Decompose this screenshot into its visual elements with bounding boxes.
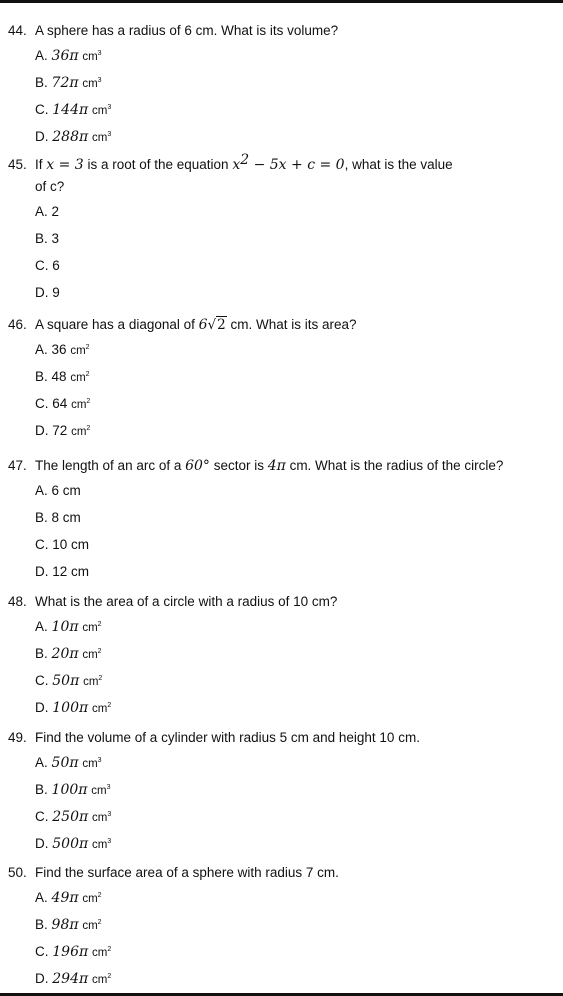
question-48 xyxy=(8,591,560,721)
option-coefficient: 294 xyxy=(52,971,79,987)
question-44 xyxy=(8,20,560,150)
option-coefficient: 288 xyxy=(52,129,79,145)
option-letter: A. xyxy=(35,204,48,219)
stem-text: cm. What is its area? xyxy=(226,317,357,332)
option-coefficient: 250 xyxy=(52,809,79,825)
option-unit: cm xyxy=(91,105,108,117)
question-number: 49. xyxy=(8,730,27,745)
option-exponent: 2 xyxy=(107,702,112,709)
option-unit: cm xyxy=(82,78,98,90)
stem-math: − 5x + c = 0 xyxy=(249,157,345,173)
option-c[interactable] xyxy=(8,803,560,830)
question-50 xyxy=(8,862,560,992)
option-pi: π xyxy=(69,646,79,662)
option-b[interactable] xyxy=(8,776,560,803)
option-text: 8 cm xyxy=(51,510,81,525)
option-text: 6 xyxy=(52,258,60,273)
question-46 xyxy=(8,314,560,444)
option-pi: π xyxy=(79,129,89,145)
option-value: 48 xyxy=(51,369,67,384)
question-number: 45. xyxy=(8,157,27,172)
option-unit: cm xyxy=(91,132,108,144)
option-b[interactable] xyxy=(8,69,560,96)
option-b[interactable] xyxy=(8,363,560,390)
option-a[interactable] xyxy=(8,613,560,640)
option-letter: B. xyxy=(35,510,48,525)
option-letter: B. xyxy=(35,782,48,797)
option-coefficient: 36 xyxy=(51,48,70,64)
option-b[interactable] xyxy=(8,911,560,938)
question-text: What is the area of a circle with a radius of 10 cm? xyxy=(35,594,338,609)
option-unit: cm xyxy=(91,947,108,959)
option-value: 72 xyxy=(52,423,68,438)
option-exponent: 3 xyxy=(107,811,112,818)
option-a[interactable] xyxy=(8,42,560,69)
option-unit: cm xyxy=(82,649,98,661)
option-exponent: 2 xyxy=(85,371,90,378)
option-letter: C. xyxy=(35,537,49,552)
option-c[interactable] xyxy=(8,938,560,965)
option-b[interactable] xyxy=(8,504,560,531)
stem-math: 6 xyxy=(198,317,208,333)
option-c[interactable] xyxy=(8,252,560,279)
option-unit: cm xyxy=(82,893,98,905)
option-unit: cm xyxy=(71,399,87,411)
option-coefficient: 100 xyxy=(51,782,79,798)
option-letter: A. xyxy=(35,48,48,63)
option-letter: C. xyxy=(35,673,49,688)
stem-text: cm. What is the radius of the circle? xyxy=(285,458,504,473)
option-letter: C. xyxy=(35,809,49,824)
option-exponent: 2 xyxy=(86,425,91,432)
option-exponent: 3 xyxy=(97,757,102,764)
option-letter: C. xyxy=(35,258,49,273)
option-c[interactable] xyxy=(8,531,560,558)
option-b[interactable] xyxy=(8,225,560,252)
stem-text: is a root of the equation xyxy=(83,157,233,172)
option-c[interactable] xyxy=(8,96,560,123)
option-letter: B. xyxy=(35,917,48,932)
option-letter: D. xyxy=(35,700,49,715)
option-d[interactable] xyxy=(8,417,560,444)
option-letter: B. xyxy=(35,646,48,661)
option-coefficient: 500 xyxy=(52,836,79,852)
option-d[interactable] xyxy=(8,965,560,992)
option-letter: D. xyxy=(35,423,49,438)
option-letter: A. xyxy=(35,342,48,357)
option-letter: C. xyxy=(35,102,49,117)
option-letter: D. xyxy=(35,129,49,144)
option-coefficient: 144 xyxy=(52,102,79,118)
question-stem-continued: of c? xyxy=(35,179,65,194)
option-unit: cm xyxy=(91,703,108,715)
option-pi: π xyxy=(79,836,89,852)
question-text: A sphere has a radius of 6 cm. What is its volume? xyxy=(35,23,339,38)
option-text: 12 cm xyxy=(52,564,90,579)
question-45 xyxy=(8,154,560,306)
option-text: 9 xyxy=(52,285,60,300)
stem-text: The length of an arc of a xyxy=(35,458,186,473)
option-letter: A. xyxy=(35,755,48,770)
top-border-rule xyxy=(0,0,563,3)
option-text: 2 xyxy=(51,204,60,219)
option-unit: cm xyxy=(82,758,98,770)
question-47 xyxy=(8,455,560,585)
option-pi: π xyxy=(79,102,89,118)
option-letter: B. xyxy=(35,231,48,246)
option-unit: cm xyxy=(71,426,87,438)
option-letter: D. xyxy=(35,971,49,986)
option-exponent: 3 xyxy=(107,104,112,111)
option-pi: π xyxy=(69,755,79,771)
option-letter: C. xyxy=(35,944,49,959)
option-pi: π xyxy=(70,673,80,689)
option-exponent: 2 xyxy=(97,892,102,899)
option-d[interactable] xyxy=(8,830,560,857)
question-stem xyxy=(8,727,560,749)
option-pi: π xyxy=(78,782,88,798)
option-letter: B. xyxy=(35,75,48,90)
option-a[interactable] xyxy=(8,198,560,225)
option-a[interactable] xyxy=(8,477,560,504)
option-pi: π xyxy=(79,944,89,960)
option-coefficient: 196 xyxy=(52,944,79,960)
option-unit: cm xyxy=(82,622,98,634)
option-coefficient: 98 xyxy=(51,917,70,933)
option-a[interactable] xyxy=(8,749,560,776)
option-letter: C. xyxy=(35,396,49,411)
option-letter: A. xyxy=(35,483,48,498)
stem-math: 4π xyxy=(267,458,286,474)
question-stem xyxy=(8,154,560,176)
option-pi: π xyxy=(79,700,89,716)
option-exponent: 3 xyxy=(107,131,112,138)
option-exponent: 3 xyxy=(97,50,102,57)
option-unit: cm xyxy=(70,372,86,384)
option-value: 64 xyxy=(52,396,68,411)
option-exponent: 3 xyxy=(106,784,111,791)
option-coefficient: 20 xyxy=(51,646,70,662)
option-unit: cm xyxy=(91,974,108,986)
option-exponent: 2 xyxy=(97,919,102,926)
option-letter: A. xyxy=(35,890,48,905)
question-49 xyxy=(8,727,560,857)
question-number: 44. xyxy=(8,23,27,38)
option-coefficient: 49 xyxy=(51,890,70,906)
option-d[interactable] xyxy=(8,279,560,306)
option-d[interactable] xyxy=(8,123,560,150)
option-exponent: 2 xyxy=(85,344,90,351)
option-pi: π xyxy=(69,890,79,906)
option-exponent: 3 xyxy=(107,838,112,845)
option-coefficient: 50 xyxy=(51,755,70,771)
stem-text: sector is xyxy=(209,458,268,473)
option-exponent: 2 xyxy=(107,946,112,953)
option-coefficient: 100 xyxy=(52,700,79,716)
option-value: 36 xyxy=(51,342,67,357)
option-unit: cm xyxy=(70,345,86,357)
option-letter: A. xyxy=(35,619,48,634)
option-coefficient: 72 xyxy=(51,75,70,91)
option-a[interactable] xyxy=(8,884,560,911)
option-pi: π xyxy=(69,917,79,933)
option-unit: cm xyxy=(82,920,98,932)
option-text: 6 cm xyxy=(51,483,81,498)
option-unit: cm xyxy=(91,785,107,797)
option-d[interactable] xyxy=(8,558,560,585)
option-unit: cm xyxy=(91,812,108,824)
question-stem xyxy=(8,314,560,336)
option-pi: π xyxy=(79,971,89,987)
question-stem xyxy=(8,591,560,613)
option-d[interactable] xyxy=(8,694,560,721)
option-letter: B. xyxy=(35,369,48,384)
stem-math: x = 3 xyxy=(46,157,84,173)
option-a[interactable] xyxy=(8,336,560,363)
option-exponent: 2 xyxy=(107,973,112,980)
option-letter: D. xyxy=(35,836,49,851)
option-exponent: 2 xyxy=(97,621,102,628)
question-number: 48. xyxy=(8,594,27,609)
question-stem xyxy=(8,862,560,884)
stem-text: If xyxy=(35,157,47,172)
option-exponent: 2 xyxy=(97,648,102,655)
option-pi: π xyxy=(69,48,79,64)
radical-sign: √ xyxy=(207,317,217,333)
radicand: 2 xyxy=(217,317,226,333)
stem-text: , what is the value xyxy=(344,157,453,172)
question-number: 46. xyxy=(8,317,27,332)
stem-exponent: 2 xyxy=(240,152,250,168)
option-letter: D. xyxy=(35,564,49,579)
question-stem xyxy=(8,20,560,42)
option-exponent: 3 xyxy=(97,77,102,84)
question-number: 50. xyxy=(8,865,27,880)
option-pi: π xyxy=(79,809,89,825)
stem-math: x xyxy=(232,157,241,173)
option-coefficient: 50 xyxy=(52,673,71,689)
option-c[interactable] xyxy=(8,390,560,417)
question-text: Find the surface area of a sphere with radius 7 cm. xyxy=(35,865,339,880)
option-exponent: 2 xyxy=(98,675,103,682)
option-unit: cm xyxy=(83,676,99,688)
option-pi: π xyxy=(69,619,79,635)
question-number: 47. xyxy=(8,458,27,473)
option-text: 10 cm xyxy=(52,537,90,552)
option-exponent: 2 xyxy=(86,398,91,405)
option-b[interactable] xyxy=(8,640,560,667)
question-text: Find the volume of a cylinder with radius 5 cm and height 10 cm. xyxy=(35,730,420,745)
option-unit: cm xyxy=(91,839,108,851)
stem-text: A square has a diagonal of xyxy=(35,317,199,332)
option-unit: cm xyxy=(82,51,98,63)
option-text: 3 xyxy=(51,231,60,246)
option-coefficient: 10 xyxy=(51,619,70,635)
question-stem xyxy=(8,455,560,477)
stem-math: 60° xyxy=(185,458,210,474)
option-pi: π xyxy=(69,75,79,91)
option-c[interactable] xyxy=(8,667,560,694)
option-letter: D. xyxy=(35,285,49,300)
